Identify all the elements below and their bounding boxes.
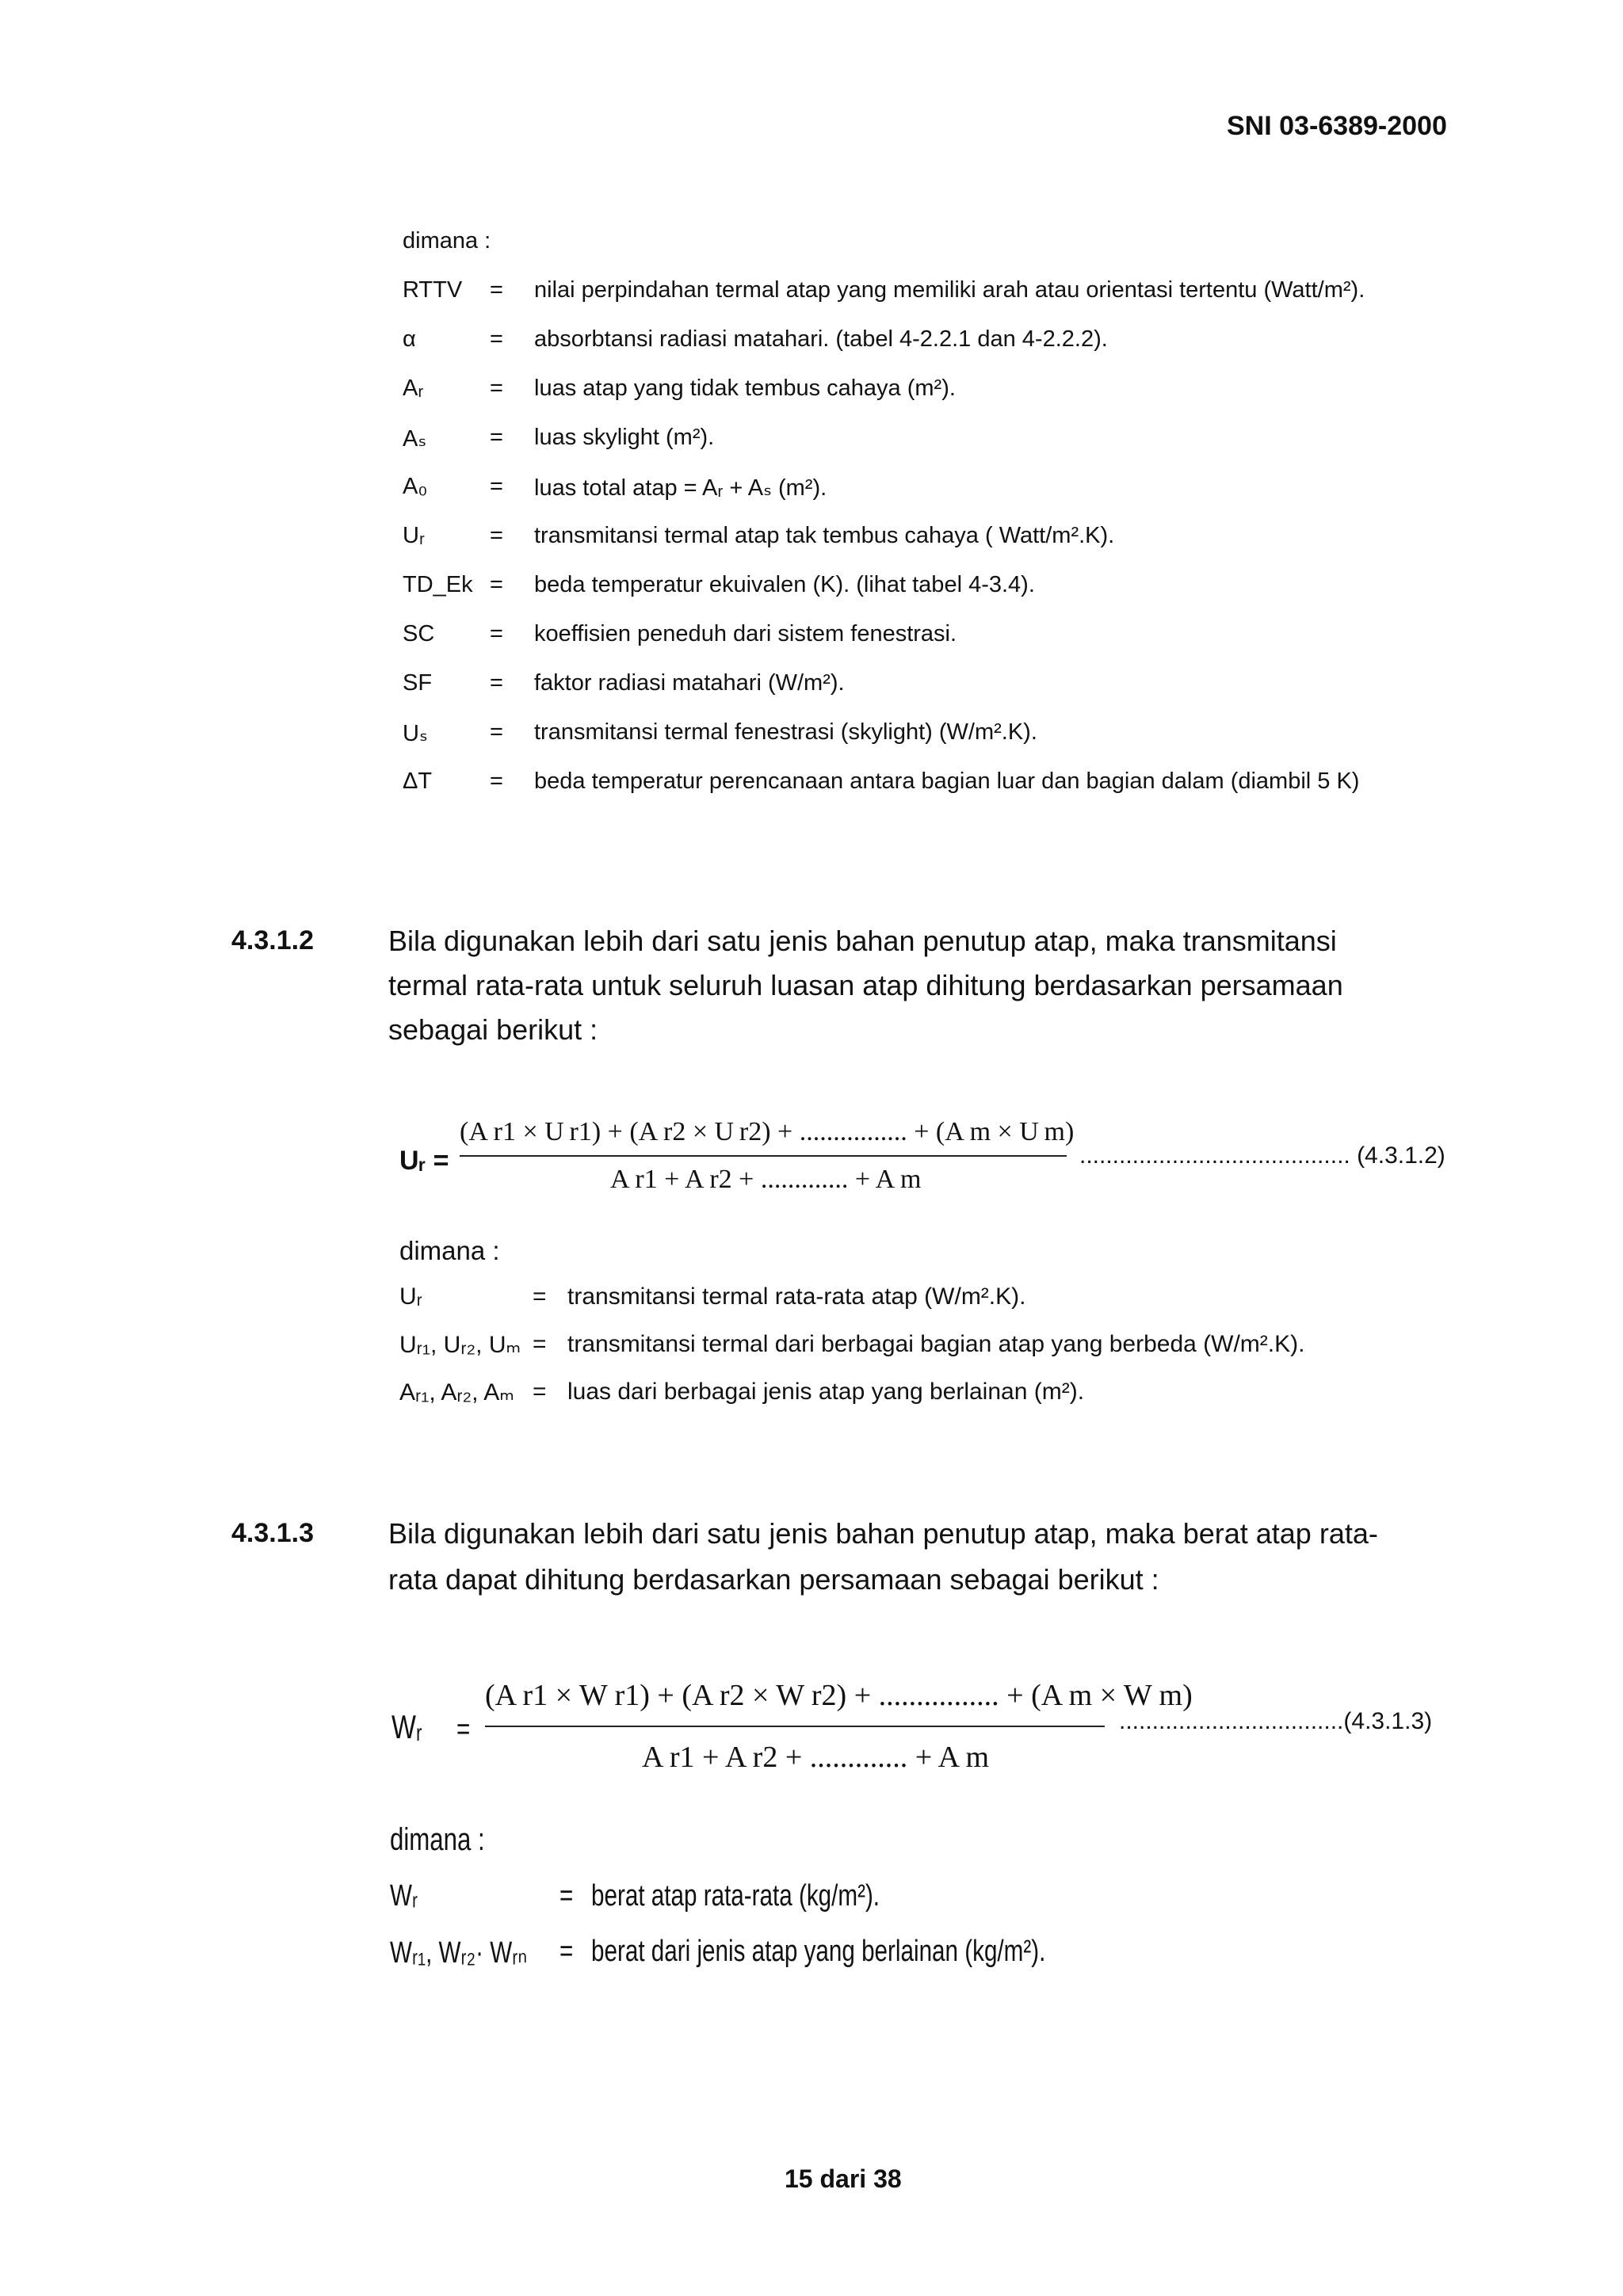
definition-equals: = [490,523,503,548]
definition-equals: = [490,769,503,794]
equation-4313-lhs-equals: = [456,1713,471,1746]
definition-equals: = [490,572,503,597]
definition-description: transmitansi termal rata-rata atap (W/m².K). [567,1283,1026,1310]
definition-equals: = [490,621,503,646]
definition-equals: = [533,1379,547,1405]
page-number: 15 dari 38 [785,2164,902,2193]
equation-4312-fraction-bar [460,1155,1067,1157]
definition-description: luas total atap = Aᵣ + Aₛ (m²). [534,475,827,501]
definition-description: nilai perpindahan termal atap yang memiliki arah atau orientasi tertentu (Watt/m²). [534,277,1365,303]
definition-equals: = [490,670,503,696]
definition-equals: = [490,277,503,303]
definition-description: faktor radiasi matahari (W/m²). [534,670,845,696]
definition-description: transmitansi termal fenestrasi (skylight) (W/m².K). [534,719,1037,745]
equation-4312-lhs: Uᵣ = [399,1146,449,1176]
definition-symbol: Wᵣ [390,1879,418,1913]
dimana-label-3: dimana : [390,1822,485,1857]
section-4312-line1: Bila digunakan lebih dari satu jenis bahan penutup atap, maka transmitansi [388,925,1337,957]
definition-description: luas dari berbagai jenis atap yang berlainan (m²). [567,1379,1085,1405]
definition-symbol: Wᵣ₁, Wᵣ₂· Wᵣₙ [390,1936,528,1970]
definition-description: koeffisien peneduh dari sistem fenestrasi. [534,621,957,646]
definition-symbol: Uᵣ [403,523,425,548]
equation-4313-label: ..................................(4.3.1.3) [1119,1708,1433,1734]
definition-equals: = [559,1879,574,1913]
definition-symbol: TD_Ek [403,572,473,597]
definition-symbol: Uᵣ [399,1283,422,1310]
definition-equals: = [490,376,503,401]
document-id: SNI 03-6389-2000 [1227,111,1447,141]
definition-symbol: SF [403,670,433,696]
definition-description: luas atap yang tidak tembus cahaya (m²). [534,376,956,401]
definition-symbol: Uₛ [403,721,428,746]
definition-symbol: ΔT [403,769,433,794]
definition-equals: = [533,1283,547,1310]
definition-equals: = [490,425,503,450]
dimana-label-2: dimana : [399,1236,500,1265]
equation-4313-fraction-bar [485,1726,1105,1727]
definition-equals: = [559,1935,574,1968]
definition-description: transmitansi termal dari berbagai bagian atap yang berbeda (W/m².K). [567,1331,1305,1357]
definition-description: beda temperatur perencanaan antara bagian luar dan bagian dalam (diambil 5 K) [534,769,1360,794]
definition-symbol: Aᵣ₁, Aᵣ₂, Aₘ [399,1379,514,1405]
definition-description: absorbtansi radiasi matahari. (tabel 4-2.2.1 dan 4-2.2.2). [534,326,1108,352]
equation-4313-denominator: A r1 + A r2 + ............. + A m [642,1741,990,1774]
definition-symbol: α [403,326,416,352]
definition-symbol: RTTV [403,277,463,303]
equation-4313-numerator: (A r1 × W r1) + (A r2 × W r2) + ................ + (A m × W m) [485,1679,1193,1712]
section-number-4313: 4.3.1.3 [231,1518,314,1548]
definition-description: beda temperatur ekuivalen (K). (lihat tabel 4-3.4). [534,572,1035,597]
section-4312-line3: sebagai berikut : [388,1013,598,1046]
section-4313-line2: rata dapat dihitung berdasarkan persamaan sebagai berikut : [388,1563,1159,1596]
definition-symbol: SC [403,621,435,646]
section-number-4312: 4.3.1.2 [231,925,314,955]
definition-equals: = [490,474,503,499]
dimana-label-1: dimana : [403,228,491,254]
definition-description: transmitansi termal atap tak tembus cahaya ( Watt/m².K). [534,523,1115,548]
definition-description: berat atap rata-rata (kg/m²). [591,1879,880,1913]
definition-symbol: Aᵣ [403,376,424,401]
definition-equals: = [533,1331,547,1357]
equation-4313-lhs: Wᵣ [391,1708,422,1745]
section-4312-line2: termal rata-rata untuk seluruh luasan atap dihitung berdasarkan persamaan [388,969,1343,1001]
definition-description: luas skylight (m²). [534,425,715,450]
definition-symbol: Aₛ [403,426,427,452]
definition-equals: = [490,326,503,352]
definition-equals: = [490,719,503,745]
section-4313-line1: Bila digunakan lebih dari satu jenis bahan penutup atap, maka berat atap rata- [388,1517,1378,1550]
definition-symbol: A₀ [403,474,428,499]
equation-4312-numerator: (A r1 × U r1) + (A r2 × U r2) + ................ + (A m × U m) [460,1117,1075,1146]
equation-4312-label: ......................................... (4.3.1.2) [1079,1142,1445,1169]
equation-4312-denominator: A r1 + A r2 + ............. + A m [610,1165,922,1194]
definition-description: berat dari jenis atap yang berlainan (kg/m²). [591,1935,1046,1968]
definition-symbol: Uᵣ₁, Uᵣ₂, Uₘ [399,1332,521,1358]
